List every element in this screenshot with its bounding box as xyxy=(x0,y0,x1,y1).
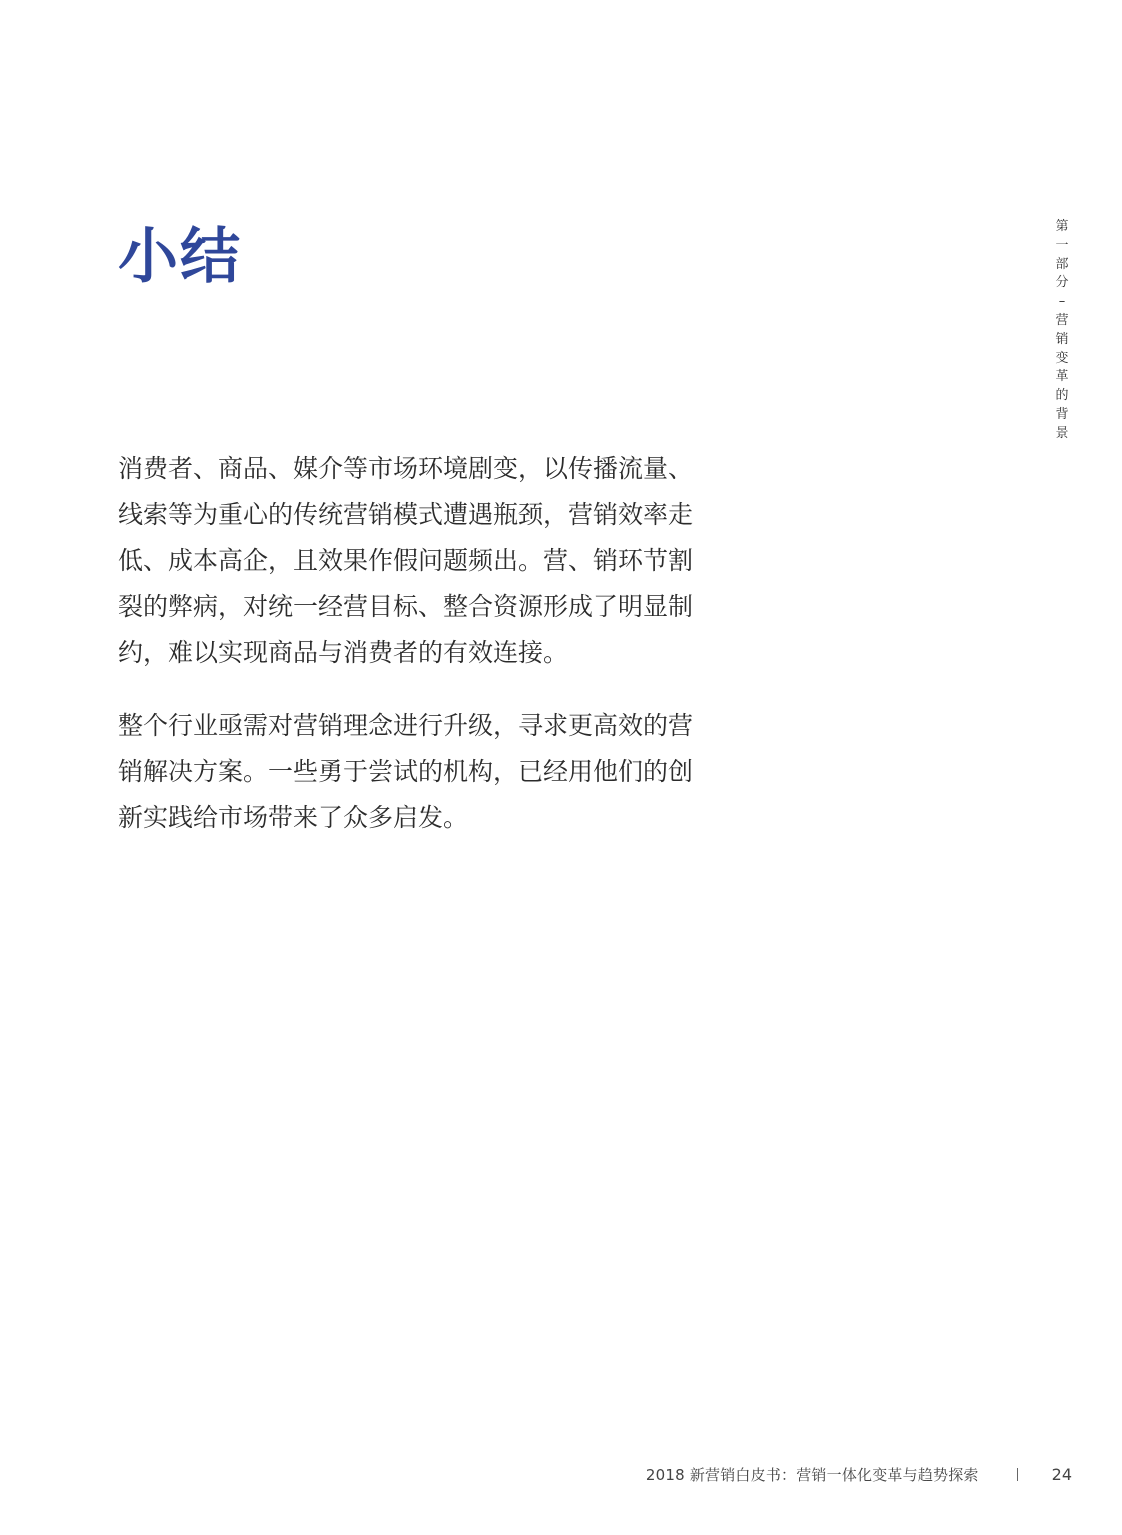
footer-divider xyxy=(1017,1468,1018,1481)
section-label-char: 销 xyxy=(1055,331,1069,347)
vertical-section-label xyxy=(1051,218,1073,444)
section-label-char: 革 xyxy=(1055,369,1069,385)
section-label-char: 第 xyxy=(1055,219,1069,234)
section-label-char: 景 xyxy=(1055,425,1069,441)
section-label-char: 背 xyxy=(1055,406,1069,422)
section-label-char: 变 xyxy=(1055,350,1069,366)
section-label-char: 营 xyxy=(1055,312,1069,328)
footer-book-title: 2018 新营销白皮书：营销一体化变革与趋势探索 xyxy=(645,1465,979,1484)
section-label-char: – xyxy=(1058,294,1066,310)
page-footer xyxy=(646,1462,1072,1486)
summary-paragraph-1: 消费者、商品、媒介等市场环境剧变，以传播流量、线索等为重心的传统营销模式遭遇瓶颈，营销效率走低、成本高企，且效果作假问题频出。营、销环节割裂的弊病，对统一经营目标、整合资源形成了明显制约，难以实现商品与消费者的有效连接。 xyxy=(118,454,694,667)
page-number: 24 xyxy=(1051,1464,1072,1484)
section-label-char: 分 xyxy=(1055,275,1069,291)
summary-paragraph-2: 整个行业亟需对营销理念进行升级，寻求更高效的营销解决方案。一些勇于尝试的机构，已经用他们的创新实践给市场带来了众多启发。 xyxy=(118,711,694,832)
section-label-char: 一 xyxy=(1055,237,1069,253)
section-label-char: 部 xyxy=(1055,256,1069,272)
section-title: 小结 xyxy=(118,222,242,292)
section-label-char: 的 xyxy=(1055,388,1069,404)
